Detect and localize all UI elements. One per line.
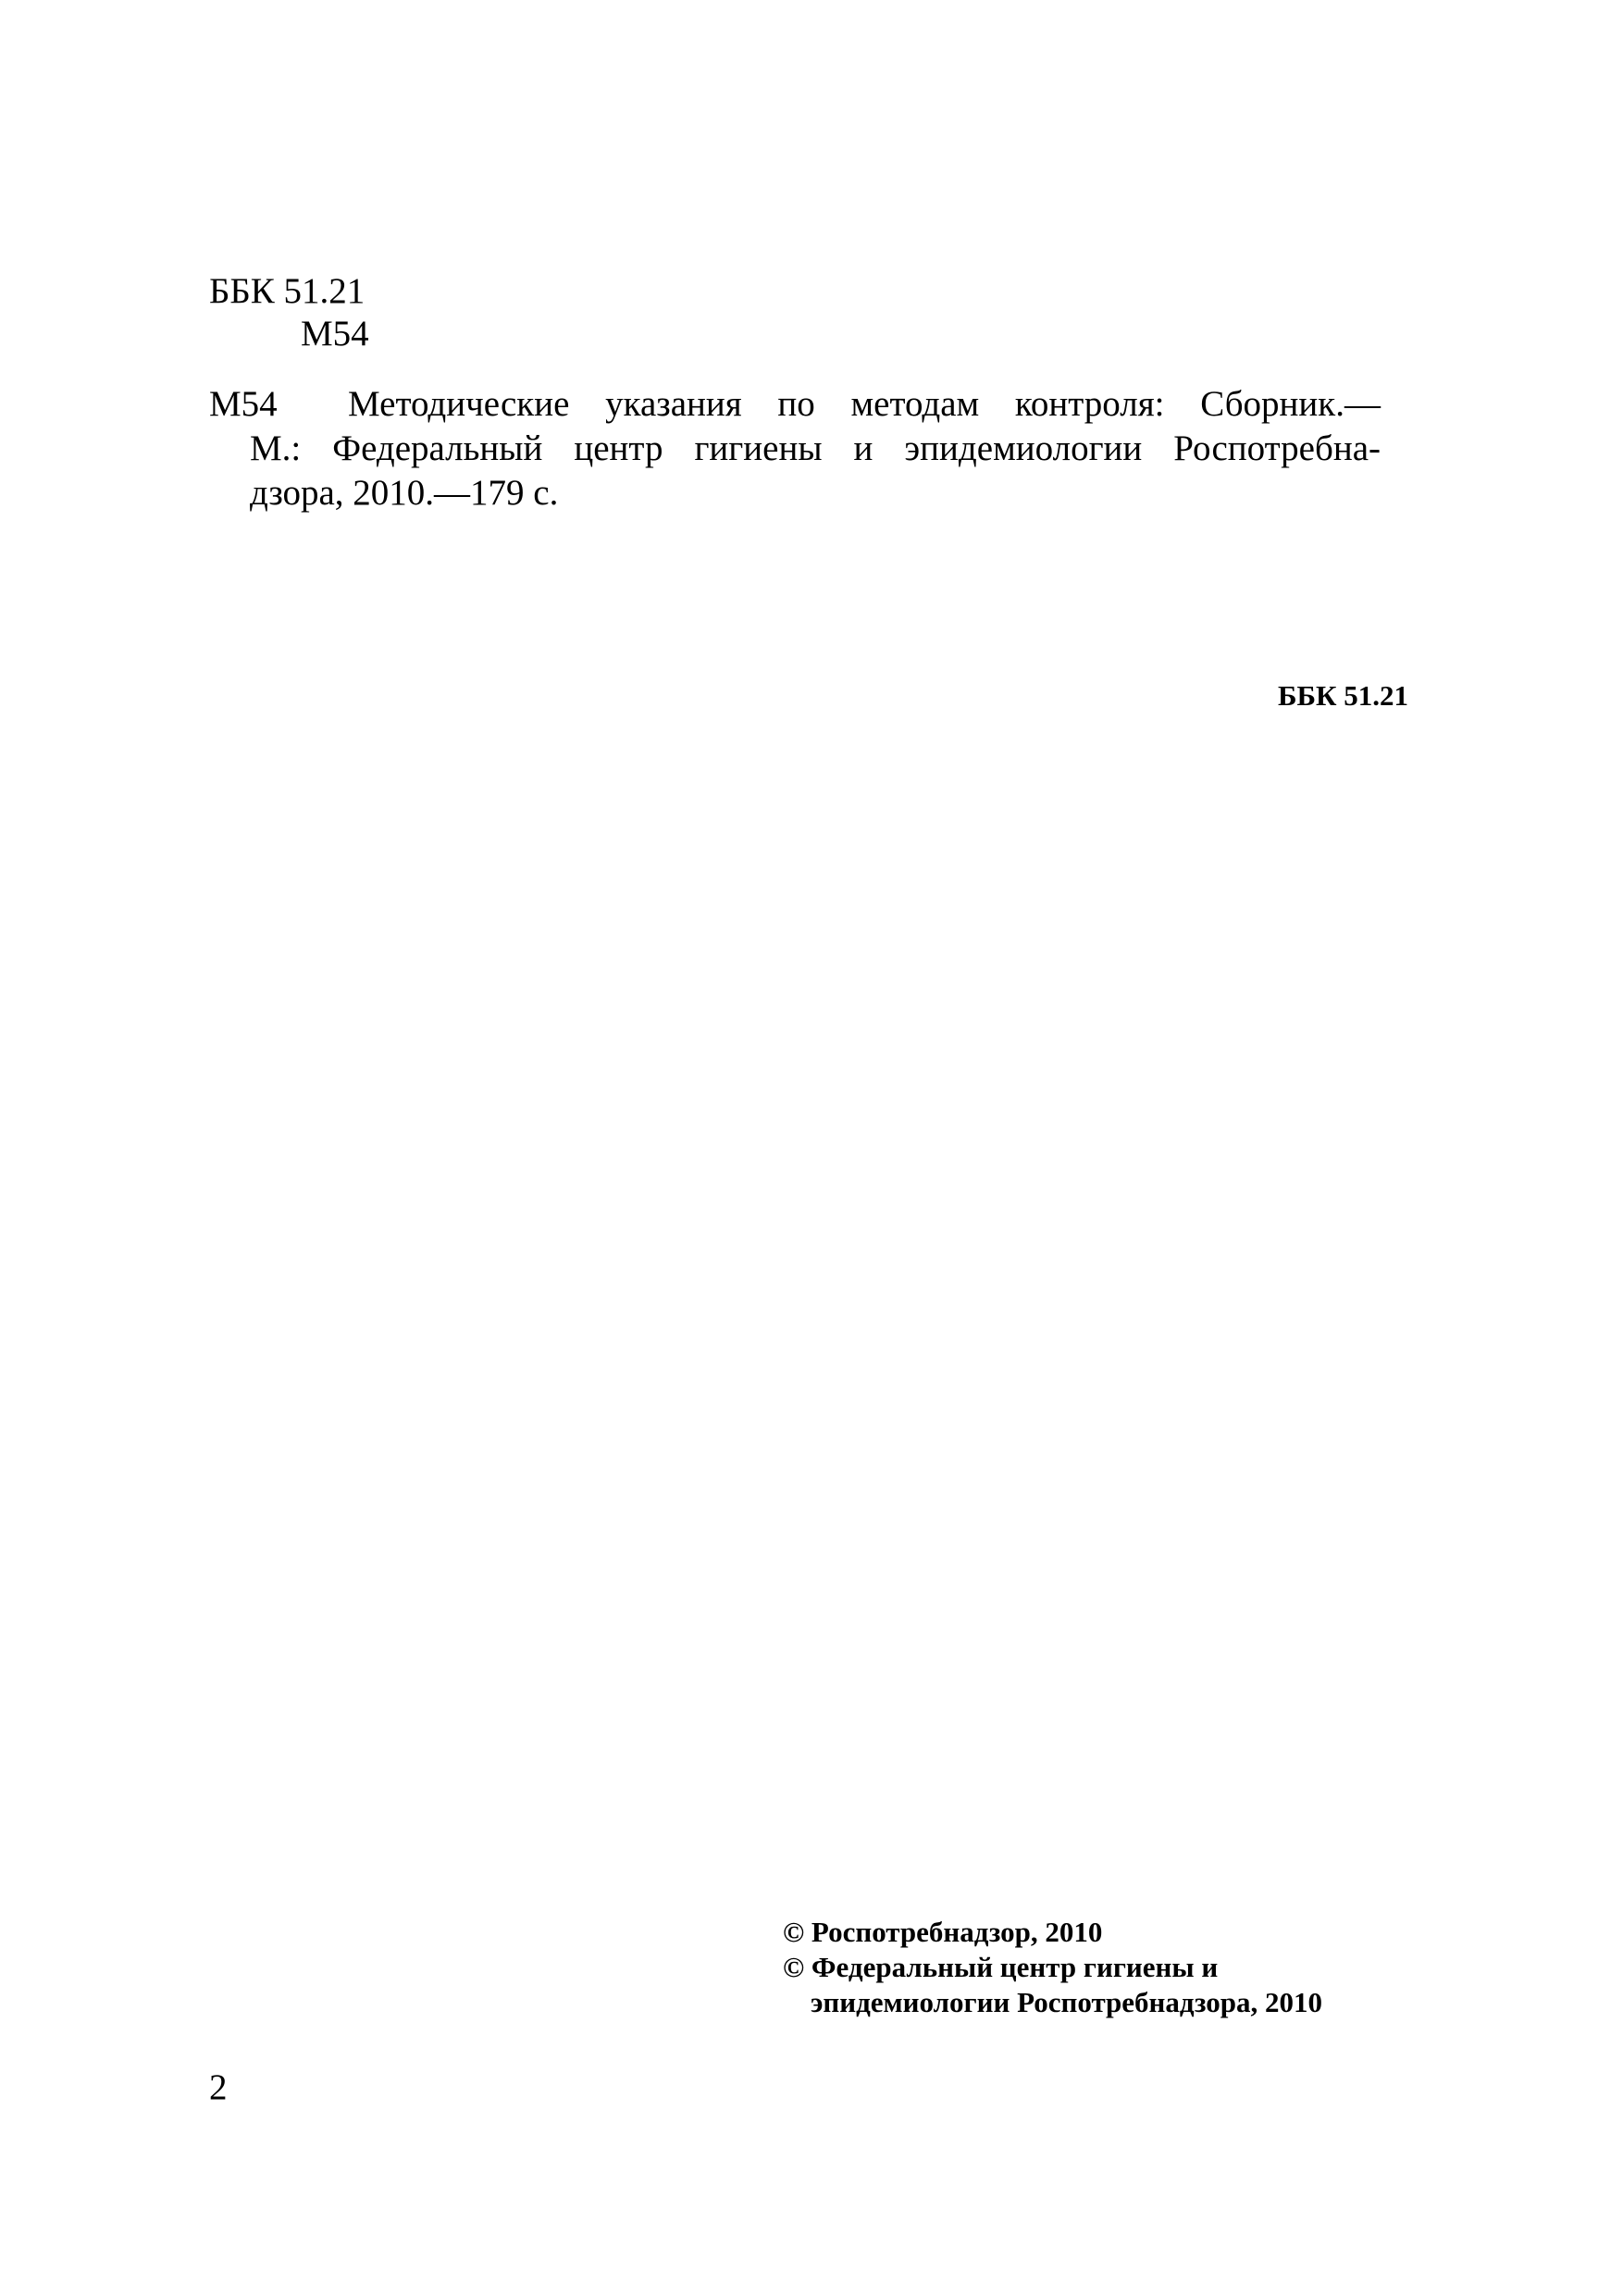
copyright-line: эпидемиологии Роспотребнадзора, 2010 <box>811 1986 1322 2018</box>
entry-publisher-line: М.: Федеральный центр гигиены и эпидемиологии Роспотребна- <box>250 428 1381 468</box>
bbk-index-right: ББК 51.21 <box>1278 679 1408 712</box>
page-number: 2 <box>209 2067 228 2107</box>
entry-year-pages-line: дзора, 2010.—179 с. <box>250 473 559 513</box>
author-mark: М54 <box>301 314 369 354</box>
copyright-line: © Федеральный центр гигиены и <box>783 1951 1219 1983</box>
entry-title-line: Методические указания по методам контроля: Сборник.— <box>348 384 1381 424</box>
copyright-line: © Роспотребнадзор, 2010 <box>783 1916 1103 1948</box>
entry-author-mark: М54 <box>209 384 278 424</box>
bbk-index: ББК 51.21 <box>209 271 365 311</box>
